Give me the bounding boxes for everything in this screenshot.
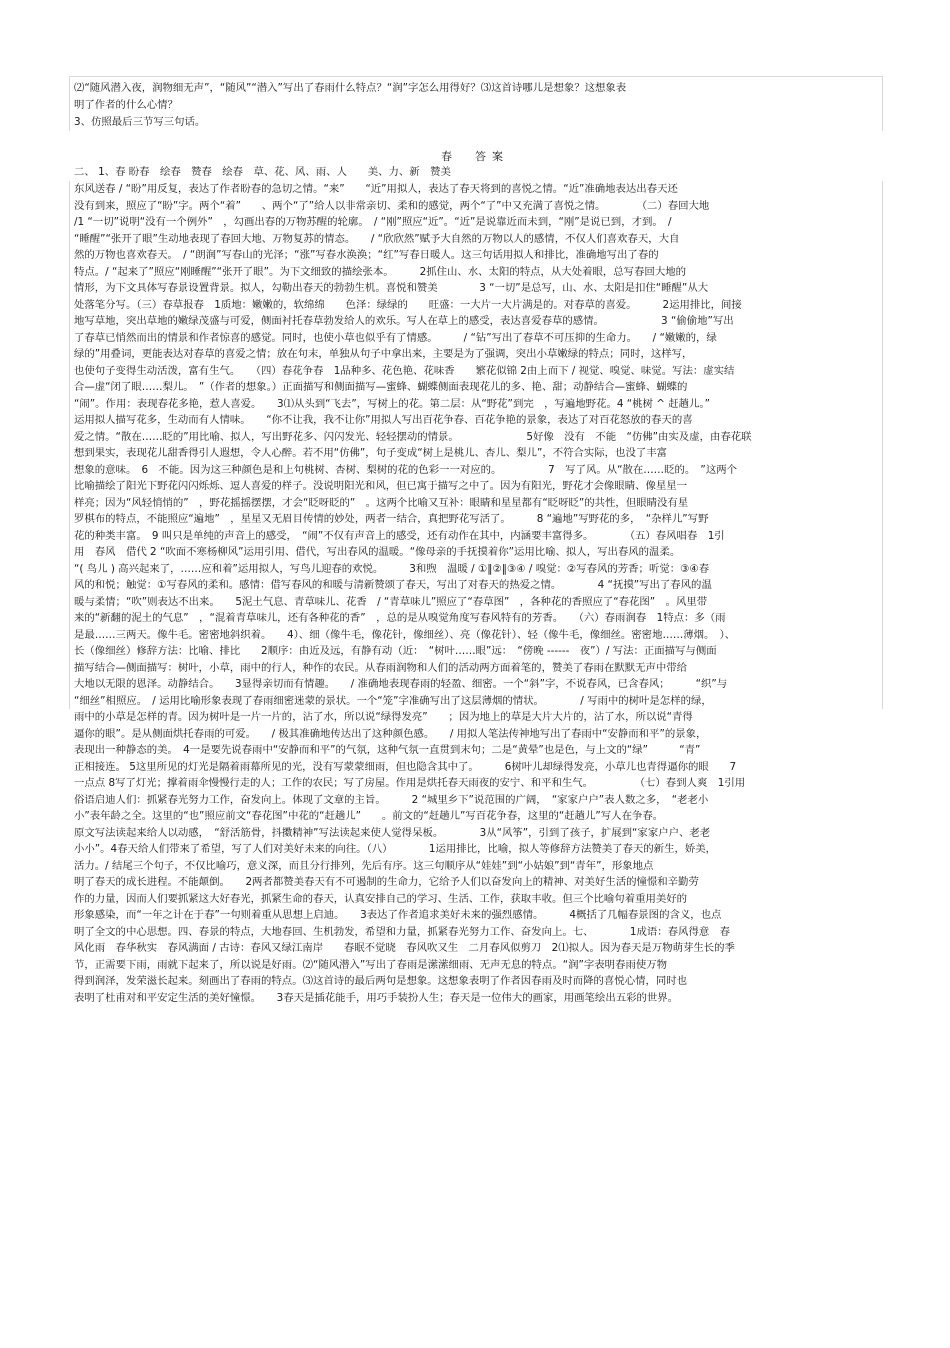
answer-line: 花的种类丰富。 9 叫只是单纯的声音上的感受， “闹”不仅有声音上的感受，还有动作在其中，内涵要丰富得多。 （五）春风唱春 1引 [74, 529, 725, 542]
answer-line: 一点点 8写了灯光；撑着雨伞慢慢行走的人；工作的农民；写了房屋。作用是烘托春天雨夜的安宁、和平和生气。 （七）春到人爽 1引用 [74, 777, 746, 789]
answer-line: 逼你的眼”。是从侧面烘托春雨的可爱。 / 极其准确地传达出了这种颜色感。 / 用拟人笔法传神地写出了春雨中“安静而和平”的景象， [74, 727, 707, 740]
answer-line: 雨中的小草是怎样的青。因为树叶是一片一片的，沾了水，所以说“绿得发亮” ；因为地上的草是大片大片的，沾了水，所以说“青得 [74, 711, 693, 723]
question-2-line-1: ⑵“随风潜入夜，润物细无声”，“随风”“潜入”写出了春雨什么特点？“润”字怎么用得好？⑶这首诗哪儿是想象？这想象表 [74, 82, 627, 94]
answer-line: 表明了杜甫对和平安定生活的美好憧憬。 3春天是插花能手，用巧手装扮人生；春天是一位伟大的画家，用画笔绘出五彩的世界。 [74, 991, 679, 1004]
answer-line: 运用拟人描写花多，生动而有人情味。 “你不让我，我不让你”用拟人写出百花争春、百花争艳的景象，表达了对百花怒放的春天的喜 [74, 414, 693, 426]
answer-title: 春 答案 [441, 150, 509, 163]
answer-line: 形象感染，而“一年之计在于春”一句则着重从思想上启迪。 3表达了作者追求美好未来的强烈感情。 4概括了几幅春景图的含义，也点 [74, 909, 722, 921]
answer-line: 是最……三两天。像牛毛。密密地斜织着。 4）、细（像牛毛，像花针，像细丝）、亮（像花针）、轻（像牛毛，像细丝。密密地……薄烟。 ）、 [74, 628, 736, 641]
answer-body [74, 181, 880, 1006]
answer-line: 正相接连。 5这里所见的灯光是隔着雨幕所见的光，没有写蒙蒙细雨，但也隐含其中了。 6树叶儿却绿得发亮，小草儿也青得逼你的眼 7 [74, 760, 737, 773]
answer-line: 处落笔分写。（三）春草报春 1质地：嫩嫩的，软绵绵 色泽：绿绿的 旺盛：一大片一大片满是的。对春草的喜爱。 2运用排比，间接 [74, 298, 742, 311]
answer-line: 暖与柔情；“吹”则表达不出来。 5泥土气息、青草味儿、花香 / “青草味儿”照应了“春草图” ，各种花的香照应了“春花图” 。风里带 [74, 595, 708, 608]
answer-line: 也使句子变得生动活泼，富有生气。 （四）春花争春 1品种多、花色艳、花味香 繁花似锦 2由上而下 / 视觉、嗅觉、味觉。写法：虚实结 [74, 364, 735, 377]
answer-line: 想到果实，表现花儿甜香得引人遐想，令人心醉。若不用“仿佛”，句子变成“树上是桃儿、杏儿、梨儿”，不符合实际，也没了丰富 [74, 447, 668, 459]
answer-heading: 二、 1、春 盼春 绘春 赞春 绘春 草、花、风、雨、人 美、力、新 赞美 [74, 166, 451, 178]
answer-line: 比喻描绘了阳光下野花闪闪烁烁、逗人喜爱的样子。没说明阳光和风，但已寓于描写之中了。因为有阳光，野花才会像眼睛、像星星一 [74, 480, 688, 492]
answer-line: 罗棋布的特点，不能照应“遍地” ，星星又无眉目传情的妙处，两者一结合，真把野花写活了。 8 “遍地”写野花的多， “杂样儿”写野 [74, 513, 709, 525]
answer-line: 来的“新翻的泥土的气息” ，“混着青草味儿，还有各种花的香” ，总的是从嗅觉角度写春风特有的芳香。 （六）春雨润春 1特点：多（雨 [74, 612, 726, 624]
answer-line: /1 “一切”说明“没有一个例外” ，勾画出春的万物苏醒的轮廓。 / “刚”照应“近”。“近”是说靠近而未到，“刚”是说已到，才到。 / [74, 216, 672, 228]
answer-line: 风的和悦；触觉：①写春风的柔和。感情：借写春风的和暖与清新赞颂了春天，写出了对春天的热爱之情。 4 “抚摸”写出了春风的温 [74, 579, 712, 591]
answer-line: 长（像细丝）修辞方法：比喻、排比 2顺序：由近及远，有静有动（近： “树叶……眼”远： “傍晚 ------ 夜”）/ 写法：正面描写与侧面 [74, 645, 717, 657]
answer-line: “睡醒”“张开了眼”生动地表现了春回大地、万物复苏的情态。 / “欣欣然”赋予大自然的万物以人的感情，不仅人们喜欢春天，大自 [74, 232, 680, 245]
answer-line: 特点。/ “起来了”照应“刚睡醒”“张开了眼”。为下文细致的描绘张本。 2抓住山、水、太阳的特点，从大处着眼，总写春回大地的 [74, 265, 686, 278]
answer-line: “闹”。作用：表现春花多艳，惹人喜爱。 3⑴从头到“飞去”，写树上的花。第二层：从“野花”到完 ，写遍地野花。4 “桃树 ^ 赶趟儿。” [74, 397, 710, 410]
question-3: 3、仿照最后三节写三句话。 [74, 116, 206, 128]
answer-line: 样亮；因为“风轻悄悄的” ，野花摇摇摆摆，才会“眨呀眨的” 。这两个比喻又互补：眼睛和星星都有“眨呀眨”的共性，但眼睛没有星 [74, 496, 689, 509]
answer-line: 小”表年龄之全。这里的“也”照应前文“春花图”中花的“赶趟儿” 。前文的“赶趟儿”写百花争春，这里的“赶趟儿”写人在争春。 [74, 810, 664, 822]
answer-line: 原文写法读起来给人以动感， “舒活筋骨，抖擞精神”写法读起来使人觉得呆板。 3从“风筝”，引到了孩子，扩展到“家家户户、老老 [74, 826, 711, 839]
answer-line: 风化雨 春华秋实 春风满面 / 古诗：春风又绿江南岸 春眠不觉晓 春风吹又生 二月春风似剪刀 2⑴拟人。因为春天是万物萌芽生长的季 [74, 942, 735, 954]
answer-line: 地写草地，突出草地的嫩绿茂盛与可爱，侧面衬托春草勃发给人的欢乐。写人在草上的感受，表达喜爱春草的感情。 3 “偷偷地”写出 [74, 315, 734, 327]
answer-line: 大地以无限的恩泽。动静结合。 3显得亲切而有情趣。 / 准确地表现春雨的轻盈、细密。一个“斜”字，不说春风，已含春风； “织”与 [74, 678, 728, 690]
answer-line: 小小”。4春天给人们带来了希望，写了人们对美好未来的向往。（八） 1运用排比，比喻，拟人等修辞方法赞美了春天的新生，娇美， [74, 843, 717, 855]
answer-line: 明了春天的成长进程。不能颠倒。 2两者都赞美春天有不可遏制的生命力，它给予人们以奋发向上的精神、对美好生活的憧憬和辛勤劳 [74, 876, 699, 888]
answer-line: 然的万物也喜欢春天。 / “朗润”写春山的光泽；“涨”写春水涣涣；“红”写春日暖人。这三句话用拟人和排比，准确地写出了春的 [74, 249, 659, 261]
answer-line: 俗语启迪人们：抓紧春光努力工作，奋发向上。体现了文章的主旨。 2 “城里乡下”说范围的广阔， “家家户户”表人数之多， “老老小 [74, 793, 709, 806]
answer-line: 表现出一种静态的美。 4一是要先说春雨中“安静而和平”的气氛，这种气氛一直贯到末句；二是“黄晕”也是色，与上文的“绿” “青” [74, 744, 701, 756]
answer-line: 明了全文的中心思想。四、春景的特点，大地春回、生机勃发，希望和力量，抓紧春光努力工作、奋发向上。七、 1成语：春风得意 春 [74, 925, 731, 938]
answer-line: 绿的”用叠词，更能表达对春草的喜爱之情；放在句末，单独从句子中拿出来，主要是为了强调，突出小草嫩绿的特点；同时，这样写， [74, 348, 693, 360]
answer-line: 得到润泽，发荣滋长起来。刻画出了春雨的特点。⑶这首诗的最后两句是想象。这想象表明了作者因春雨及时而降的喜悦心情，同时也 [74, 975, 688, 987]
answer-line: 东风送春 / “盼”用反复，表达了作者盼春的急切之情。“来” “近”用拟人，表达了春天将到的喜悦之情。“近”准确地表达出春天还 [74, 183, 678, 195]
answer-line: 描写结合—侧面描写：树叶，小草，雨中的行人，种作的农民。从春雨润物和人们的活动两方面着笔的，赞美了春雨在默默无声中带给 [74, 661, 688, 674]
answer-line: 节，正需要下雨，雨就下起来了，所以说是好雨。⑵“随风潜入”写出了春雨是潆潆细雨、无声无息的特点。“润”字表明春雨使万物 [74, 958, 668, 971]
answer-line: 作的力量，因而人们要抓紧这大好春光，抓紧生命的春天，认真安排自己的学习、生活、工作，获取丰收。但三个比喻句着重用美好的 [74, 892, 688, 905]
answer-line: 用 春风 借代 2 “吹面不寒杨柳风”运用引用、借代，写出春风的温暖。“像母亲的手抚摸着你”运用比喻、拟人，写出春风的温柔。 [74, 546, 681, 558]
answer-line: 想象的意味。 6 不能。因为这三种颜色是和上句桃树、杏树、梨树的花的色彩一一对应的。 7 写了风。从“散在……眨的。 ”这两个 [74, 463, 737, 476]
answer-line: “细丝”相照应。 / 运用比喻形象表现了春雨细密迷蒙的景状。一个“笼”字准确写出了这层薄烟的情状。 / 写雨中的树叶是怎样的绿， [74, 694, 712, 707]
answer-line: 没有到来，照应了“盼”字。两个“着” 、两个“了”给人以非常亲切、柔和的感觉，两个“了”中又充满了喜悦之情。 （二）春回大地 [74, 199, 710, 212]
answer-line: 合—虚“闭了眼……梨儿。 ”（作者的想象。）正面描写和侧面描写—蜜蜂、蝴蝶侧面表现花儿的多、艳、甜；动静结合—蜜蜂、蝴蝶的 [74, 381, 688, 393]
answer-line: “( 鸟儿 ) 高兴起来了，……应和着”运用拟人，写鸟儿迎春的欢悦。 3和煦 温暖 / ①‖②‖③④ / 嗅觉：②写春风的芳香；听觉：③④春 [74, 562, 710, 575]
answer-line: 了春草已悄然而出的情景和作者惊喜的感觉。同时，也使小草也似乎有了情感。 / “钻”写出了春草不可压抑的生命力。 / “嫩嫩的，绿 [74, 331, 717, 344]
answer-line: 活力。/ 结尾三个句子，不仅比喻巧，意义深，而且分行排列，先后有序。这三句顺序从“娃娃”到“小姑娘”到“青年”，形象地点 [74, 859, 654, 872]
question-2-line-2: 明了作者的什么心情？ [74, 99, 178, 111]
answer-line: 爱之情。“散在……眨的”用比喻、拟人，写出野花多、闪闪发光、轻轻摆动的情景。 5好像 没有 不能 “仿佛”由实及虚，由春花联 [74, 430, 752, 443]
answer-line: 情形，为下文具体写春景设置背景。拟人，勾勒出春天的勃勃生机。喜悦和赞美 3 “一切”是总写，山、水、太阳是扣住“睡醒”从大 [74, 282, 709, 294]
